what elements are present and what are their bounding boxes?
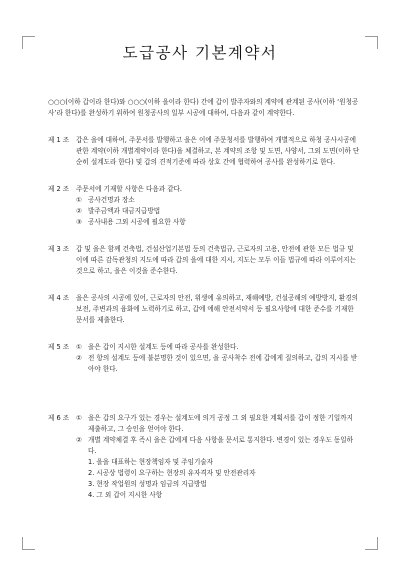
item-text: 을은 갑이 지시한 설계도 등에 따라 공사를 완성한다. (88, 343, 239, 351)
article-number: 제 3 조 (48, 245, 70, 253)
numbered-item: 2. 시공상 법령이 요구하는 현장의 유자격자 및 안전관리자 (88, 469, 256, 477)
article-text: 을은 공사의 시공에 있어, 근로자의 안전, 위생에 유의하고, 재해예방, 건설공해의 예방방지, 환경의 보전, 주변과의 융화에 노력하기로 하고, 갑에 에해 안전서약서 등 필요사항에 대한 준수를 기재한 문서를 제출한다. (76, 294, 358, 324)
list-item (76, 342, 360, 353)
article-3 (48, 244, 360, 277)
item-marker: ② (76, 354, 82, 362)
article-text: 갑 및 을은 함께 건축법, 건설산업기본법 등의 건축법규, 근로자의 고용, 안전에 관한 모든 법규 및 이에 따른 감독관청의 지도에 따라 갑의 을에 대한 지시, 지도는 모두 이들 법규에 따라 이루어지는 것으로 하고, 을은 이것을 준수한다. (76, 245, 356, 275)
numbered-item: 1. 을을 대표하는 현장책임자 및 주임기술자 (88, 458, 214, 466)
article-6 (48, 413, 360, 501)
crop-mark-bottom-left (22, 537, 35, 550)
item-text: 공사내용 그외 시공에 필요한 사항 (88, 218, 186, 226)
article-4 (48, 293, 360, 326)
list-item (76, 435, 360, 457)
item-marker: ② (76, 436, 82, 444)
item-text: 개별 계약체결 후 즉시 을은 갑에게 다음 사항을 문서로 통지한다. 변경이 있는 경우도 동일하다. (88, 436, 354, 455)
document-body (48, 97, 360, 501)
article-number: 제 5 조 (48, 343, 70, 351)
numbered-list (76, 457, 360, 501)
numbered-item: 4. 그 외 갑이 지시한 사항 (88, 491, 163, 499)
item-marker: ③ (76, 218, 82, 226)
item-marker: ① (76, 343, 82, 351)
numbered-item: 3. 현장 작업원의 성명과 임금의 지급방법 (88, 480, 207, 488)
intro-paragraph: ○○○(이하 갑이라 한다)와 ○○○(이하 을이라 한다) 간에 갑이 발주자와의 계약에 관계된 공사(이하 ‘원청공사’라 한다)를 완성하기 위하여 원청공사의 일부 시공에 대하여, 다음과 같이 계약한다. (48, 98, 359, 117)
item-text: 을은 갑의 요구가 있는 경우는 설계도에 의거 공정 그 외 필요한 계획서를 갑이 정한 기일까지 제출하고, 그 승인을 얻어야 한다. (88, 414, 354, 433)
item-marker: ② (76, 207, 82, 215)
list-item (76, 195, 360, 206)
list-item (76, 206, 360, 217)
item-text: 전 항의 설계도 등에 불분명한 것이 있으면, 을 공사착수 전에 갑에게 질의하고, 갑의 지시를 받아야 한다. (88, 354, 358, 373)
article-text: 주문서에 기재할 사항은 다음과 같다. (76, 185, 183, 193)
list-item (76, 353, 360, 375)
item-marker: ① (76, 196, 82, 204)
item-marker: ① (76, 414, 82, 422)
item-text: 발주금액과 대금지급방법 (88, 207, 161, 215)
article-number: 제 6 조 (48, 414, 70, 422)
article-number: 제 1 조 (48, 136, 70, 144)
article-number: 제 4 조 (48, 294, 70, 302)
crop-mark-bottom-right (365, 537, 378, 550)
article-2 (48, 184, 360, 228)
article-number: 제 2 조 (48, 185, 70, 193)
article-5 (48, 342, 360, 375)
item-text: 공사건명과 장소 (88, 196, 135, 204)
article-1 (48, 135, 360, 168)
list-item (76, 413, 360, 435)
list-item (76, 217, 360, 228)
article-text: 갑은 을에 대하여, 주문서를 발행하고 을은 이에 주문청서를 발행하여 개별적으로 하청 공사시공에 관한 계약(이하 개별계약이라 한다)을 체결하고, 본 계약의 조항 및 도면, 사양서, 그외 도면(이하 단순히 설계도라 한다) 및 갑의 견적기준에 따라 상호 간에 협력하여 공사를 완성하기로 한다. (76, 136, 360, 166)
document-title: 도급공사 기본계약서 (122, 44, 278, 62)
